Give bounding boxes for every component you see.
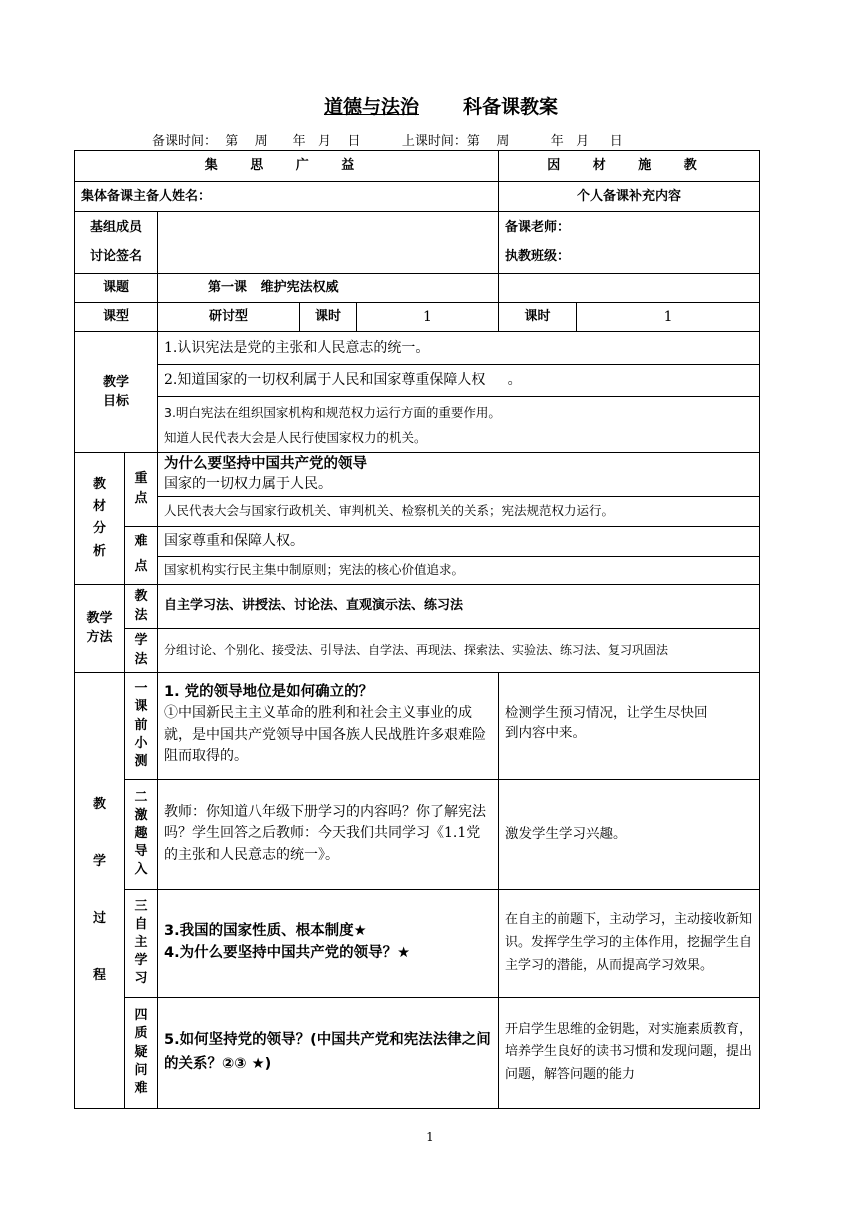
teacher-label: 备课老师： [505, 220, 571, 235]
goals-label: 教学 目标 [75, 332, 158, 453]
title-suffix: 科备课教案 [463, 96, 559, 118]
goal-item-3: 3.明白宪法在组织国家机构和规范权力运行方面的重要作用。 知道人民代表大会是人民行使国家权力的机关。 [158, 397, 760, 453]
yincai-header: 因 材 施 教 [499, 151, 760, 182]
hours-value-2: 1 [577, 303, 760, 332]
step-3-content: 3.我国的国家性质、根本制度★ 4.为什么要坚持中国共产党的领导？★ [158, 889, 499, 997]
hours-value: 1 [357, 303, 499, 332]
step-1-content: 1. 党的领导地位是如何确立的？ ①中国新民主主义革命的胜利和社会主义事业的成就，是中国共产党领导中国各族人民战胜许多艰难险阻而取得的。 [158, 672, 499, 779]
step-4-label: 四 质 疑 问 难 [125, 997, 158, 1108]
difficult-point-detail: 国家机构实行民主集中制原则；宪法的核心价值追求。 [158, 556, 760, 584]
step-1-note: 检测学生预习情况，让学生尽快回到内容中来。 [499, 672, 760, 779]
personal-supplement-label: 个人备课补充内容 [499, 182, 760, 212]
topic-empty [499, 274, 760, 303]
hours-label: 课时 [300, 303, 357, 332]
key-point-cell: 为什么要坚持中国共产党的领导 国家的一切权力属于人民。 [158, 453, 760, 496]
main-preparer-label: 集体备课主备人姓名： [75, 182, 499, 212]
members-label: 基组成员 讨论签名 [75, 212, 158, 274]
difficult-label: 难 点 [125, 526, 158, 584]
step-3-label: 三 自 主 学 习 [125, 889, 158, 997]
teach-method-label: 教 法 [125, 584, 158, 628]
step-3-note: 在自主的前题下，主动学习，主动接收新知识。发挥学生学习的主体作用，挖掘学生自主学习的潜能，从而提高学习效果。 [499, 889, 760, 997]
step-2-label: 二 激 趣 导 入 [125, 779, 158, 889]
dates-line: 备课时间： 第 周 年 月 日 上课时间：第 周 年 月 日 [152, 134, 623, 149]
teacher-class-cell [499, 212, 760, 274]
jisi-header: 集 思 广 益 [75, 151, 499, 182]
key-label: 重 点 [125, 453, 158, 526]
hours-label-2: 课时 [499, 303, 577, 332]
step-4-note: 开启学生思维的金钥匙，对实施素质教育，培养学生良好的读书习惯和发现问题，提出问题，解答问题的能力 [499, 997, 760, 1108]
difficult-point: 国家尊重和保障人权。 [158, 526, 760, 556]
topic-value: 第一课 维护宪法权威 [158, 274, 499, 303]
lesson-plan-table [74, 150, 760, 1109]
step-1-label: 一 课 前 小 测 [125, 672, 158, 779]
goal-item: 1.认识宪法是党的主张和人民意志的统一。 [158, 332, 760, 365]
topic-label: 课题 [75, 274, 158, 303]
members-signature-cell[interactable] [158, 212, 499, 274]
page-number: 1 [426, 1130, 434, 1144]
learn-method-label: 学 法 [125, 628, 158, 672]
learn-method-value: 分组讨论、个别化、接受法、引导法、自学法、再现法、探索法、实验法、练习法、复习巩固法 [158, 628, 760, 672]
document-title [0, 92, 860, 119]
analysis-label: 教 材 分 析 [75, 453, 125, 584]
step-4-content: 5.如何坚持党的领导？(中国共产党和宪法法律之间的关系？②③ ★) [158, 997, 499, 1108]
type-value: 研讨型 [158, 303, 300, 332]
subject-name: 道德与法治 [323, 96, 419, 118]
type-label: 课型 [75, 303, 158, 332]
process-label: 教 学 过 程 [75, 672, 125, 1108]
class-label: 执教班级： [505, 248, 571, 264]
key-point-detail: 人民代表大会与国家行政机关、审判机关、检察机关的关系；宪法规范权力运行。 [158, 496, 760, 526]
method-label: 教学 方法 [75, 584, 125, 672]
teach-method-value: 自主学习法、讲授法、讨论法、直观演示法、练习法 [158, 584, 760, 628]
goal-item: 2.知道国家的一切权利属于人民和国家尊重保障人权 。 [158, 365, 760, 397]
step-2-content: 教师：你知道八年级下册学习的内容吗？你了解宪法吗？学生回答之后教师：今天我们共同学习《1.1党的主张和人民意志的统一》。 [158, 779, 499, 889]
step-2-note: 激发学生学习兴趣。 [499, 779, 760, 889]
